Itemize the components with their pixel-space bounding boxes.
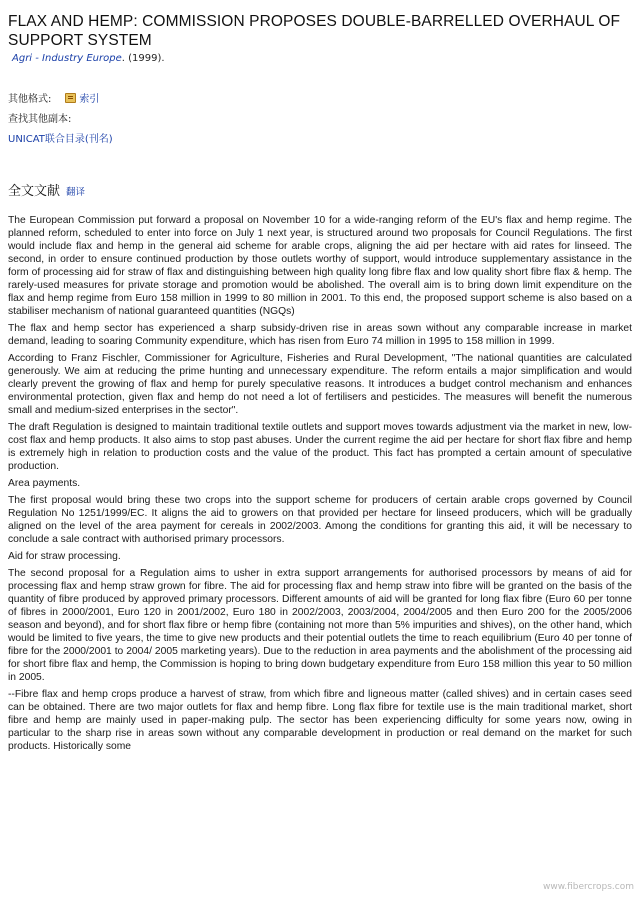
fulltext-heading: 全文文献 <box>8 184 61 199</box>
index-link[interactable]: 索引 <box>79 94 100 105</box>
paragraph: The European Commission put forward a proposal on November 10 for a wide-ranging reform of the EU's flax and hemp regime. The planned reform, scheduled to enter into force on July 1 next year, is structured around two proposals for Council Regulations. The first would include flax and hemp in the general aid scheme for arable crops, aligning the aid per hectare with aid rates for linseed. The second, in order to ensure continued production by those outlets worthy of support, would introduce supplementary assistance in the form of processing aid for straw of flax and distinguishing between high quality long fibre flax and low quality short fibre flax & hemp. The rarely-used measures for private storage and promotion would be abolished. The overall aim is to bring down limit expenditure on the flax and hemp regime from Euro 158 million in 1999 to 80 million in 2001. To this end, the proposed support scheme is also based on a stabiliser mechanism of national guaranteed quantities (NGQs) <box>8 215 632 317</box>
section-heading-area-payments: Area payments. <box>8 478 81 489</box>
article-source <box>12 53 165 64</box>
paragraph: According to Franz Fischler, Commissioner for Agriculture, Fisheries and Rural Development, "The national quantities are calculated generously. We aim at reducing the prime hunting and unnecessary expenditure. The reform entails a major simplification and would clearly prevent the growing of flax and hemp for purely speculative reasons. It introduces a budget control mechanism and enhances environmental protection, given flax and hemp do not need a lot of fertilisers and pesticides. The measures will benefit the numerous small and medium-sized enterprises in the sector". <box>8 353 632 416</box>
paragraph: The first proposal would bring these two crops into the support scheme for producers of certain arable crops governed by Council Regulation No 1251/1999/EC. It aligns the aid to growers on that provided per hectare for linseed producers, which will be gradually aligned on the level of the area payment for cereals in 2002/2003. Among the conditions for granting this aid, it will be necessary to conclude a sale contract with authorised primary processors. <box>8 495 632 545</box>
section-heading-straw-processing: Aid for straw processing. <box>8 551 121 562</box>
unicat-link[interactable]: UNICAT联合目录(刊名) <box>8 134 113 145</box>
unicat-row <box>8 130 113 145</box>
source-link[interactable]: Agri - Industry Europe <box>12 53 122 64</box>
article-title: FLAX AND HEMP: COMMISSION PROPOSES DOUBLE-BARRELLED OVERHAUL OF SUPPORT SYSTEM <box>8 13 621 49</box>
paragraph: The draft Regulation is designed to maintain traditional textile outlets and support moves towards adjustment via the market in new, low-cost flax and hemp products. It also aims to stop past abuses. Under the current regime the aid per hectare for short flax fibre and hemp is extremely high in relation to production costs and the value of the product. This fact has prompted a certain amount of speculative production. <box>8 422 632 472</box>
article-body <box>8 214 632 757</box>
site-watermark: www.fibercrops.com <box>543 882 634 892</box>
paragraph: The second proposal for a Regulation aims to usher in extra support arrangements for authorised processors by means of aid for processing flax and hemp straw grown for fibre. The aid for processing flax and hemp straw into fibre will be granted on the basis of the quantity of fibre produced by approved primary processors. Different amounts of aid will be granted for long flax fibre (Euro 60 per tonne of fibres in 2000/2001, Euro 120 in 2001/2002, Euro 180 in 2002/2003, 2003/2004, 2004/2005 and then Euro 200 for the 2005/2006 season and beyond), and for short flax fibre or hemp fibre (containing not more than 5% impurities and shives), on the other hand, which would be limited to five years, the time to give new products and their potential outlets the time to reach equilibrium (Euro 40 per tonne of fibre for the 2000/2001 to 2004/ 2005 marketing years). Due to the reduction in area payments and the abolishment of the processing aid for short fibre flax and hemp, the Commission is hoping to bring down budgetary expenditure from Euro 158 million this year to 50 million in 2005. <box>8 568 632 683</box>
fulltext-heading-row <box>8 180 85 199</box>
other-formats-row <box>8 90 99 105</box>
other-formats-label: 其他格式: <box>8 94 52 105</box>
translate-link[interactable]: 翻译 <box>66 187 86 198</box>
index-book-icon[interactable] <box>65 93 76 103</box>
find-other-copies-label: 查找其他副本: <box>8 114 72 125</box>
find-copies-row <box>8 110 71 125</box>
paragraph: --Fibre flax and hemp crops produce a harvest of straw, from which fibre and ligneous matter (called shives) and in certain cases seed can be obtained. There are two major outlets for flax and hemp fibre. Long flax fibre for textile use is the main traditional market, short fibre and hemp are mainly used in paper-making pulp. The sector has been experiencing difficulty for some years now, owing in particular to the sharp rise in areas sown without any comparable development in production or real demand on the market for such products. Historically some <box>8 689 632 752</box>
source-year: . (1999). <box>121 53 165 64</box>
paragraph: The flax and hemp sector has experienced a sharp subsidy-driven rise in areas sown without any comparable increase in market demand, leading to soaring Community expenditure, which has risen from Euro 74 million in 1995 to 158 million in 1999. <box>8 323 632 347</box>
